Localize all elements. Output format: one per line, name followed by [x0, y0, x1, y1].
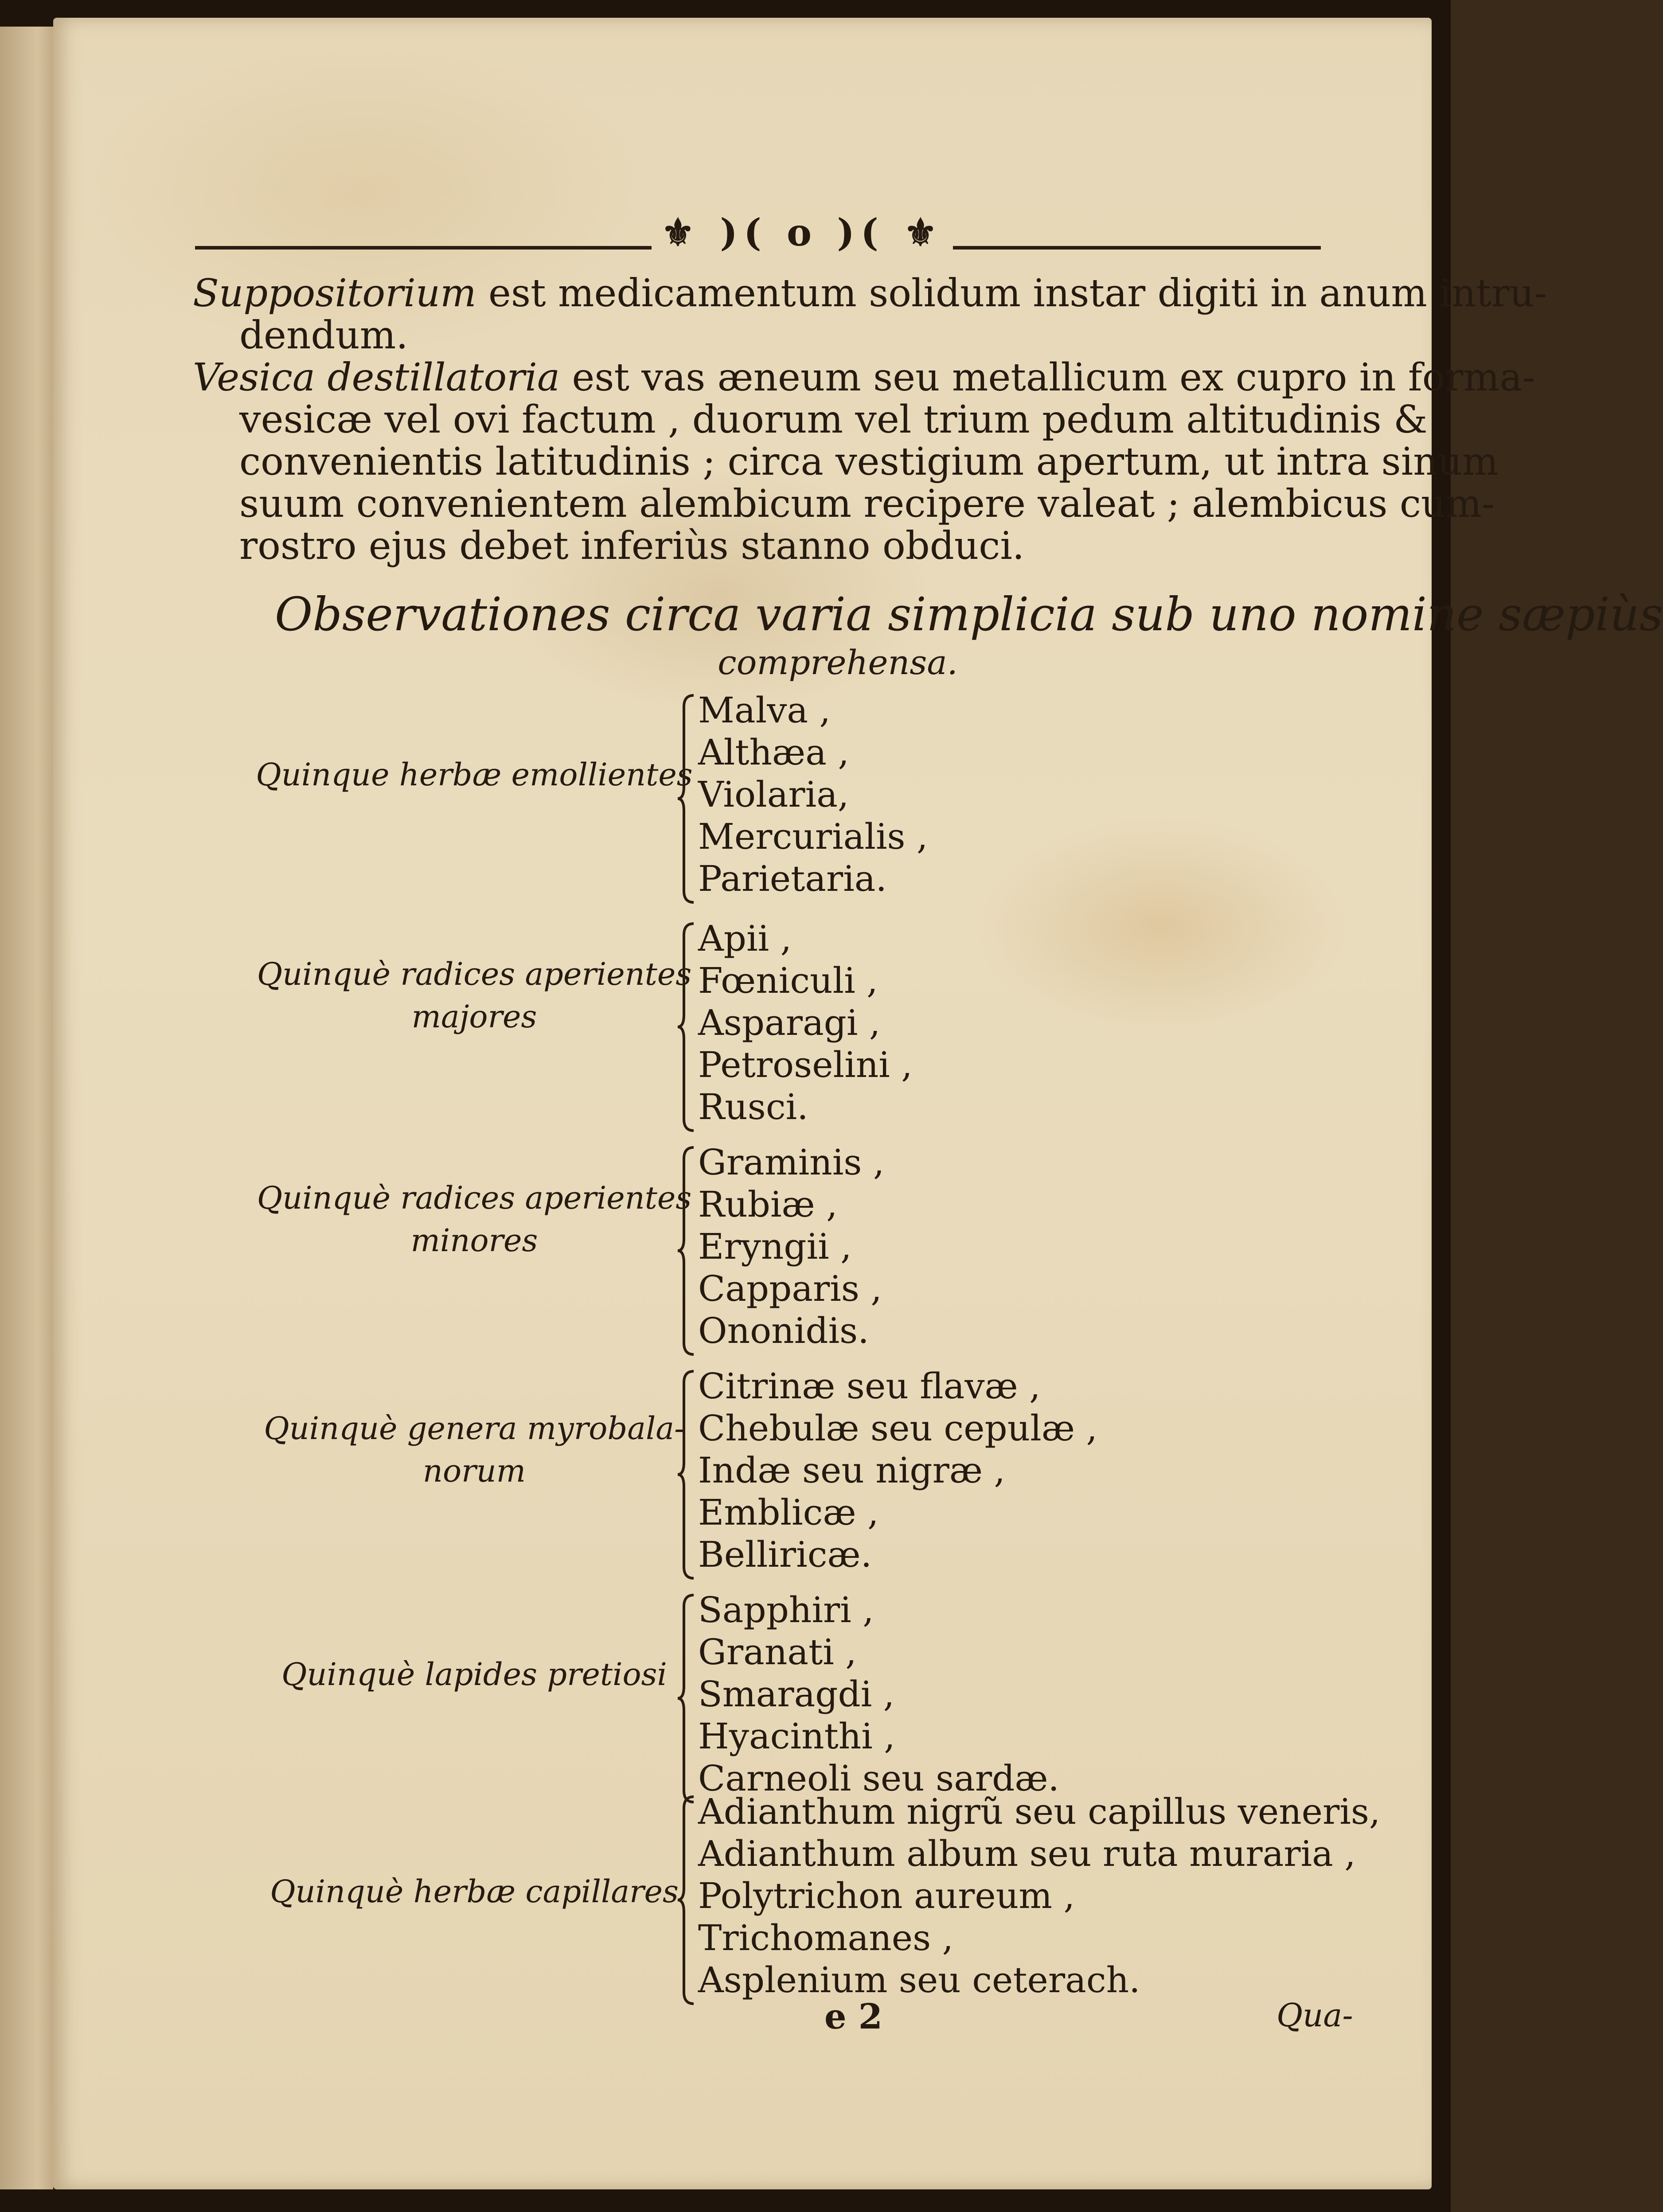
- list-item: Malva ,: [698, 690, 831, 731]
- header-ornament: ⚜ )( o )( ⚜: [661, 211, 944, 254]
- paragraph-vesica-line1: [193, 357, 1535, 399]
- group-label-line1: Quinquè radices aperientes: [257, 1180, 692, 1216]
- header-rule-right: [953, 246, 1321, 250]
- group-items-list: [698, 1589, 1059, 1799]
- list-item: Adianthum nigrũ seu capillus veneris,: [698, 1791, 1381, 1832]
- brace-group-5: [676, 1593, 698, 1804]
- group-label: [226, 1407, 722, 1492]
- list-item: Emblicæ ,: [698, 1492, 879, 1533]
- list-item: Indæ seu nigræ ,: [698, 1450, 1005, 1491]
- list-item: Hyacinthi ,: [698, 1716, 895, 1757]
- group-label: [226, 753, 722, 796]
- group-label: [226, 1177, 722, 1262]
- list-item: Capparis ,: [698, 1268, 882, 1309]
- list-item: Smaragdi ,: [698, 1674, 895, 1715]
- facing-page-edge: [0, 27, 53, 2189]
- paragraph-suppositorium-line2: dendum.: [239, 313, 408, 358]
- paragraph-vesica-line3: convenientis latitudinis ; circa vestigium apertum, ut intra sinum: [239, 440, 1499, 484]
- term-suppositorium: Suppositorium: [193, 271, 476, 316]
- paragraph-text: est medicamentum solidum instar digiti in anum intru-: [476, 271, 1547, 316]
- list-item: Ononidis.: [698, 1310, 869, 1351]
- paragraph-vesica-line4: suum convenientem alembicum recipere valeat ; alembicus cum-: [239, 482, 1495, 526]
- list-item: Mercurialis ,: [698, 816, 928, 857]
- group-label-line1: Quinque herbæ emollientes: [256, 757, 693, 793]
- group-label-line1: Quinquè herbæ capillares: [270, 1873, 679, 1910]
- section-heading: Observationes circa varia simplicia sub uno nomine sæpiùs: [275, 587, 1663, 641]
- brace-group-4: [676, 1369, 698, 1580]
- list-item: Althæa ,: [698, 732, 849, 773]
- group-items-list: [698, 1141, 884, 1352]
- group-label-line2: majores: [411, 999, 537, 1035]
- group-label-line1: Quinquè radices aperientes: [257, 956, 692, 992]
- section-subheading: comprehensa.: [718, 643, 958, 682]
- list-item: Chebulæ seu cepulæ ,: [698, 1408, 1097, 1449]
- brace-group-2: [676, 922, 698, 1132]
- group-label-line1: Quinquè genera myrobala-: [264, 1410, 685, 1447]
- list-item: Citrinæ seu flavæ ,: [698, 1365, 1041, 1407]
- group-items-list: [698, 1791, 1380, 2001]
- group-items-list: [698, 1365, 1097, 1576]
- list-item: Rusci.: [698, 1086, 808, 1127]
- list-item: Adianthum album seu ruta muraria ,: [698, 1833, 1356, 1874]
- list-item: Apii ,: [698, 918, 792, 959]
- catchword: Qua-: [1277, 1997, 1353, 2034]
- list-item: Fœniculi ,: [698, 960, 878, 1001]
- signature-mark: e 2: [824, 1997, 883, 2037]
- group-label-line2: minores: [410, 1222, 538, 1259]
- group-label: [226, 1653, 722, 1696]
- paragraph-text: est vas æneum seu metallicum ex cupro in forma-: [560, 355, 1535, 400]
- list-item: Parietaria.: [698, 858, 887, 899]
- list-item: Granati ,: [698, 1631, 857, 1673]
- term-vesica: Vesica destillatoria: [193, 355, 560, 400]
- header-rule-left: [195, 246, 652, 250]
- list-item: Trichomanes ,: [698, 1917, 954, 1958]
- group-label: [226, 953, 722, 1038]
- group-label-line1: Quinquè lapides pretiosi: [281, 1656, 667, 1693]
- list-item: Carneoli seu sardæ.: [698, 1758, 1059, 1799]
- brace-group-6: [676, 1795, 698, 2005]
- paragraph-vesica-line5: rostro ejus debet inferiùs stanno obduci.: [239, 524, 1025, 568]
- list-item: Eryngii ,: [698, 1226, 852, 1267]
- paragraph-suppositorium-line1: [193, 273, 1547, 315]
- list-item: Belliricæ.: [698, 1534, 872, 1575]
- list-item: Petroselini ,: [698, 1044, 913, 1085]
- book-page: [53, 18, 1663, 2189]
- group-items-list: [698, 917, 913, 1128]
- paragraph-vesica-line2: vesicæ vel ovi factum , duorum vel trium pedum altitudinis &: [239, 398, 1428, 442]
- list-item: Violaria,: [698, 774, 849, 815]
- list-item: Sapphiri ,: [698, 1589, 874, 1631]
- list-item: Polytrichon aureum ,: [698, 1875, 1075, 1916]
- group-label: [226, 1870, 722, 1913]
- group-items-list: [698, 689, 928, 900]
- list-item: Asparagi ,: [698, 1002, 881, 1043]
- list-item: Graminis ,: [698, 1142, 885, 1183]
- brace-group-1: [676, 694, 698, 904]
- group-label-line2: norum: [422, 1453, 526, 1489]
- brace-group-3: [676, 1146, 698, 1356]
- list-item: Asplenium seu ceterach.: [698, 1959, 1140, 2001]
- list-item: Rubiæ ,: [698, 1184, 838, 1225]
